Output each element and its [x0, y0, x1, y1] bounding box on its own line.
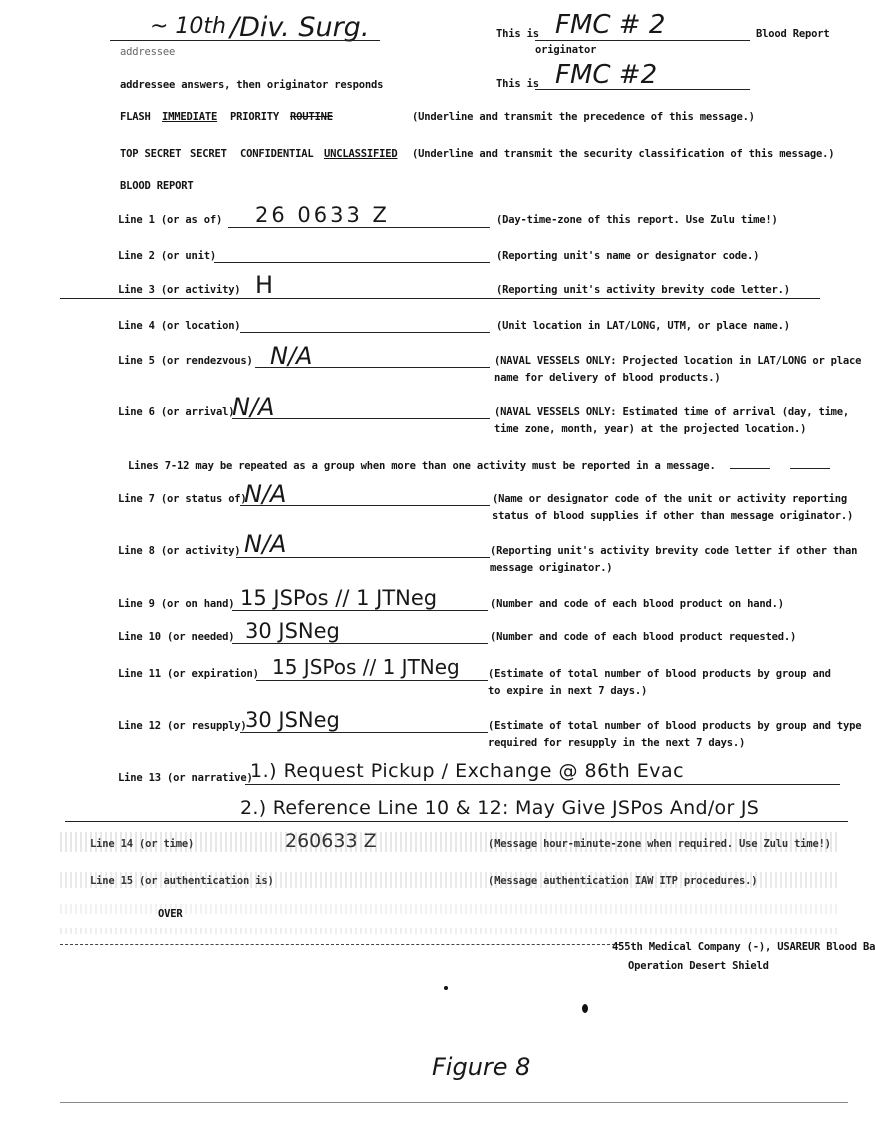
line-5-label: Line 5 (or rendezvous) [118, 355, 253, 367]
line-3-stray-rule [60, 298, 820, 299]
line-11-label: Line 11 (or expiration) [118, 668, 259, 680]
line-10-label: Line 10 (or needed) [118, 631, 235, 643]
narrative-line-2-underline [65, 821, 848, 822]
precedence-instruction: (Underline and transmit the precedence of this message.) [412, 111, 755, 123]
classification-confidential: CONFIDENTIAL [240, 148, 314, 160]
line-11-underline [256, 680, 488, 681]
line-4-desc: (Unit location in LAT/LONG, UTM, or place name.) [496, 320, 790, 332]
line-13-label: Line 13 (or narrative) [118, 772, 253, 784]
line-8-value: N/A [244, 530, 287, 558]
responder-handwritten: FMC #2 [555, 60, 658, 90]
line-5-value: N/A [270, 342, 313, 370]
line-6-underline [232, 418, 490, 419]
line-2-underline [214, 262, 490, 263]
over-label: OVER [158, 908, 183, 920]
line-3-desc: (Reporting unit's activity brevity code letter.) [496, 284, 790, 296]
footer-unit: 455th Medical Company (-), USAREUR Blood Ba [612, 941, 875, 953]
line-15-label: Line 15 (or authentication is) [90, 875, 274, 887]
line-7-desc-2: status of blood supplies if other than message originator.) [492, 510, 854, 522]
precedence-routine: ROUTINE [290, 111, 333, 123]
line-7-desc-1: (Name or designator code of the unit or activity reporting [492, 493, 848, 505]
line-9-desc: (Number and code of each blood product on hand.) [490, 598, 784, 610]
line-6-desc-1: (NAVAL VESSELS ONLY: Estimated time of arrival (day, time, [494, 406, 850, 418]
precedence-priority: PRIORITY [230, 111, 279, 123]
addressee-label: addressee [120, 46, 176, 58]
line-4-label: Line 4 (or location) [118, 320, 241, 332]
originator-underline [535, 40, 750, 41]
line-10-value: 30 JSNeg [245, 619, 340, 643]
line-5-desc-2: name for delivery of blood products.) [494, 372, 721, 384]
line-3-value: H [255, 271, 274, 299]
line-9-value: 15 JSPos // 1 JTNeg [240, 586, 438, 610]
line-14-label: Line 14 (or time) [90, 838, 195, 850]
line-4-underline [240, 332, 490, 333]
line-13-value: 1.) Request Pickup / Exchange @ 86th Evac [250, 760, 685, 782]
line-11-desc-1: (Estimate of total number of blood products by group and [488, 668, 831, 680]
group-note: Lines 7-12 may be repeated as a group when more than one activity must be reported in a message. [128, 460, 716, 472]
line-8-desc-1: (Reporting unit's activity brevity code letter if other than [490, 545, 858, 557]
line-1-underline [228, 227, 490, 228]
line-8-label: Line 8 (or activity) [118, 545, 241, 557]
stray-mark-1 [444, 986, 448, 990]
precedence-flash: FLASH [120, 111, 151, 123]
line-13-underline [245, 784, 840, 785]
classification-unclassified: UNCLASSIFIED [324, 148, 398, 160]
line-6-value: N/A [232, 393, 275, 421]
line-2-desc: (Reporting unit's name or designator code.) [496, 250, 760, 262]
classification-secret: SECRET [190, 148, 227, 160]
line-10-desc: (Number and code of each blood product requested.) [490, 631, 797, 643]
line-5-underline [255, 367, 490, 368]
line-1-value: 26 0633 Z [255, 203, 390, 227]
line-1-label: Line 1 (or as of) [118, 214, 223, 226]
this-is-label-1: This is [496, 28, 539, 40]
precedence-immediate: IMMEDIATE [162, 111, 218, 123]
line-7-value: N/A [244, 480, 287, 508]
footer-scan-noise [60, 928, 840, 934]
line-14-desc: (Message hour-minute-zone when required. Use Zulu time!) [488, 838, 831, 850]
line-3-label: Line 3 (or activity) [118, 284, 241, 296]
line-12-value: 30 JSNeg [245, 708, 340, 732]
line-1-desc: (Day-time-zone of this report. Use Zulu time!) [496, 214, 778, 226]
line-8-desc-2: message originator.) [490, 562, 613, 574]
originator-label: originator [535, 44, 597, 56]
narrative-line-2: 2.) Reference Line 10 & 12: May Give JSPos And/or JS [240, 797, 760, 819]
classification-top-secret: TOP SECRET [120, 148, 182, 160]
stray-mark-2 [582, 1004, 588, 1013]
line-6-desc-2: time zone, month, year) at the projected location.) [494, 423, 807, 435]
from-handwritten: /Div. Surg. [230, 12, 370, 43]
line-12-desc-1: (Estimate of total number of blood products by group and type [488, 720, 862, 732]
from-scribble: ~ 10th [150, 14, 226, 39]
this-is-label-2: This is [496, 78, 539, 90]
report-title: BLOOD REPORT [120, 180, 194, 192]
footer-dotted-rule [60, 944, 620, 945]
line-11-desc-2: to expire in next 7 days.) [488, 685, 648, 697]
line-5-desc-1: (NAVAL VESSELS ONLY: Projected location in LAT/LONG or place [494, 355, 862, 367]
line-8-underline [236, 557, 490, 558]
from-underline [110, 40, 380, 41]
line-9-label: Line 9 (or on hand) [118, 598, 235, 610]
line-12-underline [240, 732, 488, 733]
responder-underline [535, 89, 750, 90]
bottom-rule [60, 1102, 848, 1103]
line-10-underline [232, 643, 488, 644]
line-14-value: 260633 Z [285, 830, 377, 852]
line-7-label: Line 7 (or status of) [118, 493, 247, 505]
line-12-label: Line 12 (or resupply) [118, 720, 247, 732]
figure-caption: Figure 8 [432, 1053, 531, 1081]
originator-handwritten: FMC # 2 [555, 10, 666, 40]
line-15-desc: (Message authentication IAW ITP procedures.) [488, 875, 758, 887]
line-11-value: 15 JSPos // 1 JTNeg [272, 655, 460, 679]
line-6-label: Line 6 (or arrival) [118, 406, 235, 418]
blood-report-tag: Blood Report [756, 28, 830, 40]
line-7-underline [240, 505, 490, 506]
addressee-answers-note: addressee answers, then originator responds [120, 79, 384, 91]
group-note-dash-1 [730, 468, 770, 469]
group-note-dash-2 [790, 468, 830, 469]
footer-operation: Operation Desert Shield [628, 960, 769, 972]
line-12-desc-2: required for resupply in the next 7 days.) [488, 737, 746, 749]
line-2-label: Line 2 (or unit) [118, 250, 216, 262]
classification-instruction: (Underline and transmit the security classification of this message.) [412, 148, 835, 160]
line-9-underline [232, 610, 488, 611]
